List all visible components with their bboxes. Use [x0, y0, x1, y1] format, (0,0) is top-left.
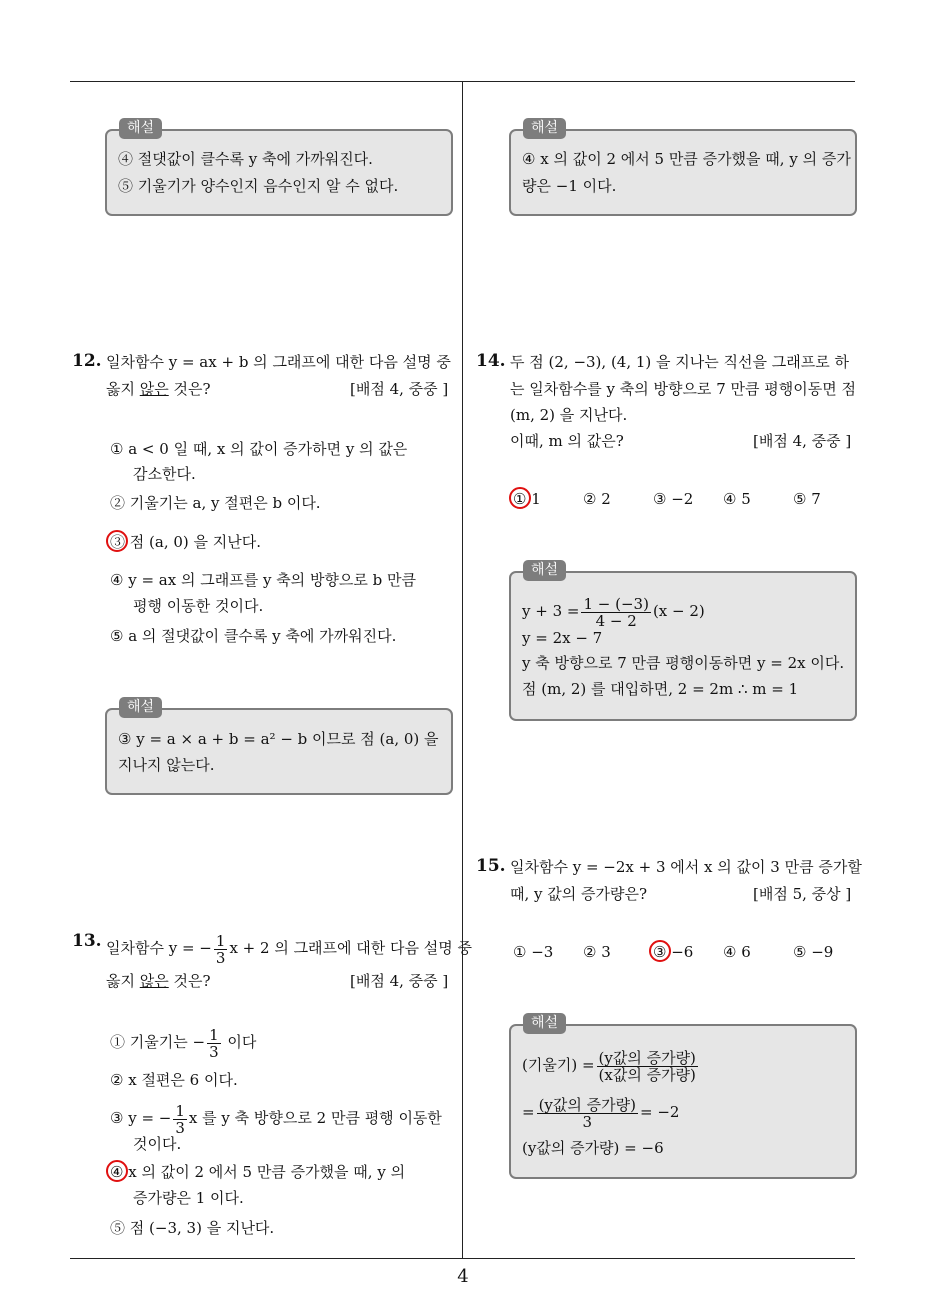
- choice-3[interactable]: ③ 점 (a, 0) 을 지난다.: [110, 533, 262, 551]
- choice-1-cont: 감소한다.: [133, 465, 196, 483]
- hint-box-top-left: [105, 129, 453, 216]
- fraction: $\frac{1 - (-3)}{4 - 2}$: [583, 594, 649, 630]
- page-number: 4: [457, 1266, 469, 1287]
- hint-tag: 해설: [119, 118, 162, 139]
- hint-box-q12: [105, 708, 453, 795]
- choice-1[interactable]: ① 기울기는 − $\frac{1}{3}$ 이다: [110, 1025, 257, 1061]
- choice-3[interactable]: ③ −6: [653, 943, 694, 961]
- question-15-stem-line: 때, y 값의 증가량은?: [510, 885, 648, 903]
- question-14-stem-line: (m, 2) 을 지난다.: [510, 406, 628, 424]
- question-number-12: 12.: [72, 351, 102, 371]
- question-14-stem-line: 는 일차함수를 y 축의 방향으로 7 만큼 평행이동면 점: [510, 380, 856, 398]
- hint-line: ④ x 의 값이 2 에서 5 만큼 증가했을 때, y 의 증가: [522, 150, 851, 168]
- choice-5[interactable]: ⑤ −9: [793, 943, 834, 961]
- choice-5[interactable]: ⑤ 점 (−3, 3) 을 지난다.: [110, 1219, 275, 1237]
- hint-line: y + 3 = $\frac{1 - (-3)}{4 - 2}$ (x − 2): [522, 594, 705, 630]
- hint-line: 량은 −1 이다.: [522, 177, 617, 195]
- answer-mark-circle: [106, 1160, 128, 1182]
- choice-1[interactable]: ① −3: [513, 943, 554, 961]
- hint-line: = $\frac{\text{(y값의 증가량)}}{3}$ = −2: [522, 1095, 680, 1131]
- hint-line: ④ 절댓값이 클수록 y 축에 가까워진다.: [118, 150, 373, 168]
- choice-3[interactable]: ③ −2: [653, 490, 694, 508]
- question-14-stem: 두 점 (2, −3), (4, 1) 을 지나는 직선을 그래프로 하: [510, 353, 849, 371]
- choice-2[interactable]: ② 2: [583, 490, 611, 508]
- fraction: $\frac{1}{3}$: [209, 1025, 219, 1061]
- question-12-stem: 일차함수 y = ax + b 의 그래프에 대한 다음 설명 중: [106, 353, 451, 371]
- choice-1[interactable]: ① 1: [513, 490, 541, 508]
- hint-tag: 해설: [523, 560, 566, 581]
- choice-4[interactable]: ④ y = ax 의 그래프를 y 축의 방향으로 b 만큼: [110, 571, 417, 589]
- hint-line: y 축 방향으로 7 만큼 평행이동하면 y = 2x 이다.: [522, 654, 845, 672]
- hint-tag: 해설: [119, 697, 162, 718]
- fraction: $\frac{\text{(y값의 증가량)}}{3}$: [538, 1095, 636, 1131]
- question-12-stem-line2: 옳지 않은 것은?: [106, 380, 211, 398]
- question-13-score: [배점 4, 중중 ]: [350, 972, 449, 990]
- answer-mark-circle: [649, 940, 671, 962]
- question-14-stem-line: 이때, m 의 값은?: [510, 432, 624, 450]
- fraction: $\frac{\text{(y값의 증가량)}}{\text{(x값의 증가량)}}$: [598, 1048, 696, 1084]
- hint-line: 지나지 않는다.: [118, 756, 215, 774]
- question-number-13: 13.: [72, 931, 102, 951]
- question-number-15: 15.: [476, 856, 506, 876]
- hint-line: ③ y = a × a + b = a² − b 이므로 점 (a, 0) 을: [118, 730, 439, 748]
- choice-3[interactable]: ③ y = − $\frac{1}{3}$ x 를 y 축 방향으로 2 만큼 평행 이동한: [110, 1101, 442, 1137]
- underlined-not: 않은: [139, 972, 169, 990]
- question-15-stem: 일차함수 y = −2x + 3 에서 x 의 값이 3 만큼 증가할: [510, 858, 862, 876]
- question-13-stem-line2: 옳지 않은 것은?: [106, 972, 211, 990]
- choice-4[interactable]: ④ x 의 값이 2 에서 5 만큼 증가했을 때, y 의: [110, 1163, 406, 1181]
- choice-4[interactable]: ④ 5: [723, 490, 751, 508]
- choice-4[interactable]: ④ 6: [723, 943, 751, 961]
- hint-tag: 해설: [523, 1013, 566, 1034]
- hint-line: 점 (m, 2) 를 대입하면, 2 = 2m ∴ m = 1: [522, 680, 799, 698]
- hint-line: y = 2x − 7: [522, 629, 603, 647]
- answer-mark-circle: [106, 530, 128, 552]
- choice-2[interactable]: ② 3: [583, 943, 611, 961]
- question-15-score: [배점 5, 중상 ]: [753, 885, 852, 903]
- fraction: $\frac{1}{3}$: [215, 931, 226, 967]
- hint-line: (기울기) = $\frac{\text{(y값의 증가량)}}{\text{(x값의 증가량)}}$: [522, 1048, 696, 1084]
- underlined-not: 않은: [139, 380, 169, 398]
- hint-line: (y값의 증가량) = −6: [522, 1139, 664, 1157]
- choice-2[interactable]: ② 기울기는 a, y 절편은 b 이다.: [110, 494, 321, 512]
- choice-5[interactable]: ⑤ 7: [793, 490, 821, 508]
- choice-4-cont: 증가량은 1 이다.: [133, 1189, 244, 1207]
- hint-tag: 해설: [523, 118, 566, 139]
- choice-4-cont: 평행 이동한 것이다.: [133, 597, 264, 615]
- choice-1[interactable]: ① a < 0 일 때, x 의 값이 증가하면 y 의 값은: [110, 440, 408, 458]
- question-number-14: 14.: [476, 351, 506, 371]
- bottom-rule: [70, 1258, 855, 1259]
- question-12-score: [배점 4, 중중 ]: [350, 380, 449, 398]
- choice-5[interactable]: ⑤ a 의 절댓값이 클수록 y 축에 가까워진다.: [110, 627, 397, 645]
- hint-box-top-right: [509, 129, 857, 216]
- column-divider: [462, 81, 463, 1258]
- answer-mark-circle: [509, 487, 531, 509]
- choice-2[interactable]: ② x 절편은 6 이다.: [110, 1071, 238, 1089]
- question-13-stem: 일차함수 y = − $\frac{1}{3}$ x + 2 의 그래프에 대한 다음 설명 중: [106, 931, 473, 967]
- choice-3-cont: 것이다.: [133, 1135, 182, 1153]
- hint-line: ⑤ 기울기가 양수인지 음수인지 알 수 없다.: [118, 177, 399, 195]
- fraction: $\frac{1}{3}$: [175, 1101, 185, 1137]
- question-14-score: [배점 4, 중중 ]: [753, 432, 852, 450]
